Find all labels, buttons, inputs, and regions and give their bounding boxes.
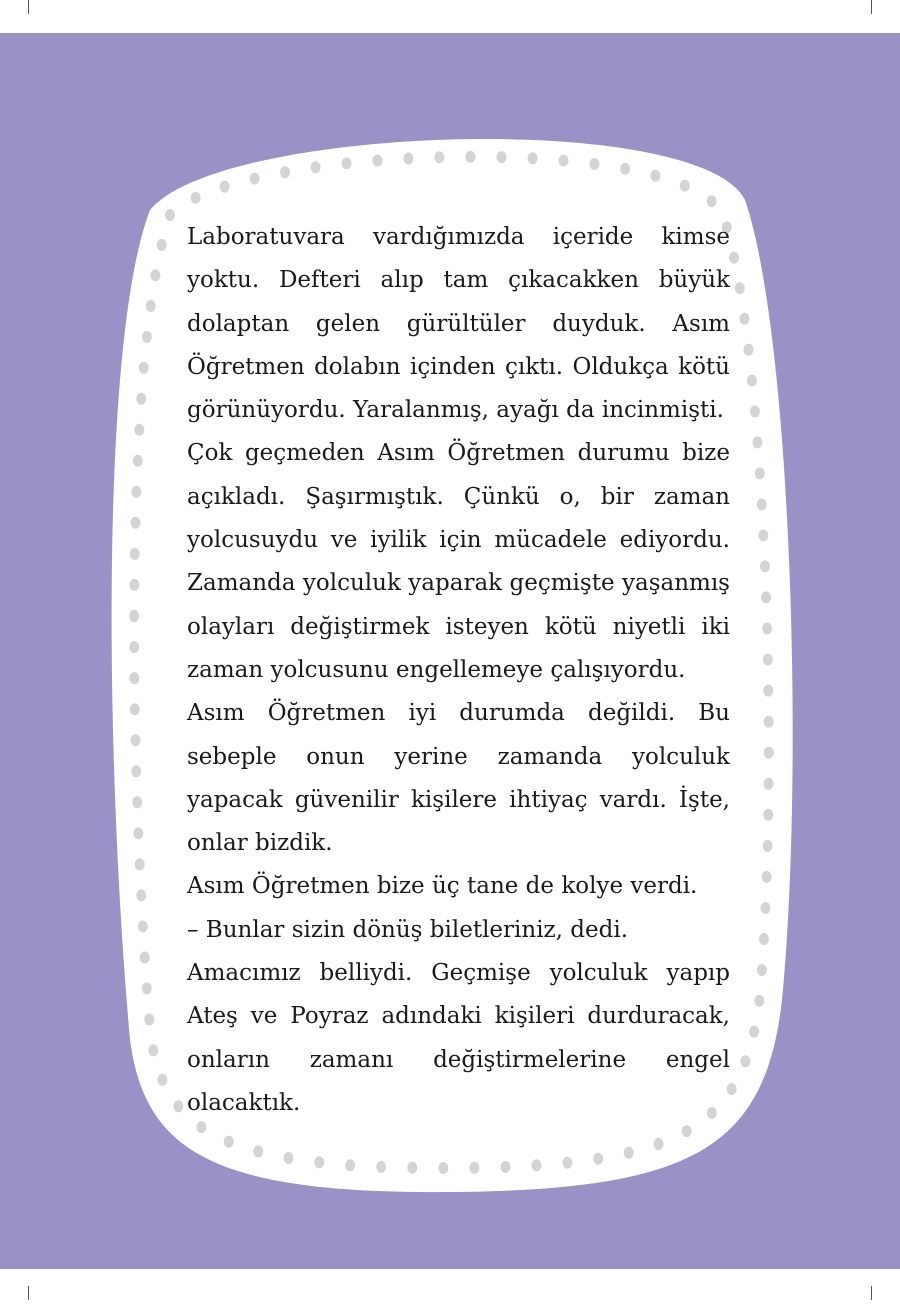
border-dot	[133, 455, 143, 467]
border-dot	[434, 151, 444, 163]
border-dot	[284, 1152, 294, 1164]
border-dot	[761, 902, 771, 914]
crop-mark-bottom-left	[28, 1286, 29, 1300]
border-dot	[762, 623, 772, 635]
border-dot	[134, 424, 144, 436]
border-dot	[144, 1013, 154, 1025]
border-dot	[729, 252, 739, 264]
border-dot	[589, 158, 599, 170]
border-dot	[280, 166, 290, 178]
border-dot	[438, 1162, 448, 1174]
border-dot	[142, 982, 152, 994]
border-dot	[250, 173, 260, 185]
border-dot	[763, 654, 773, 666]
border-dot	[758, 529, 768, 541]
border-dot	[130, 734, 140, 746]
border-dot	[157, 239, 167, 251]
border-dot	[740, 313, 750, 325]
crop-mark-top-right	[871, 0, 872, 14]
border-dot	[754, 995, 764, 1007]
border-dot	[224, 1136, 234, 1148]
border-dot	[372, 155, 382, 167]
border-dot	[750, 405, 760, 417]
border-dot	[740, 1055, 750, 1067]
border-dot	[735, 282, 745, 294]
border-dot	[253, 1145, 263, 1157]
border-dot	[757, 964, 767, 976]
story-text	[187, 216, 730, 1125]
story-paragraph-4: Asım Öğretmen bize üç tane de kolye verdi.	[187, 873, 698, 900]
border-dot	[762, 871, 772, 883]
crop-mark-top-left	[28, 0, 29, 14]
border-dot	[140, 952, 150, 964]
border-dot	[311, 161, 321, 173]
border-dot	[654, 1138, 664, 1150]
border-dot	[130, 703, 140, 715]
border-dot	[135, 858, 145, 870]
border-dot	[148, 1044, 158, 1056]
border-dot	[165, 209, 175, 221]
border-dot	[764, 778, 774, 790]
border-dot	[760, 560, 770, 572]
border-dot	[129, 610, 139, 622]
border-dot	[469, 1162, 479, 1174]
story-paragraph-1: Laboratuvara vardığımızda içeride kimse yoktu. Defteri alıp tam çıkacakken büyük dolaptan gelen gürültüler duyduk. Asım Öğretmen dolabın içinden çıktı. Oldukça kötü görünüyordu. Yaralanmış, ayağı da incinmişti.	[187, 224, 730, 424]
border-dot	[759, 933, 769, 945]
border-dot	[680, 180, 690, 192]
border-dot	[562, 1157, 572, 1169]
border-dot	[763, 685, 773, 697]
border-dot	[314, 1156, 324, 1168]
border-dot	[407, 1162, 417, 1174]
story-paragraph-2: Çok geçmeden Asım Öğretmen durumu bize açıkladı. Şaşırmıştık. Çünkü o, bir zaman yolcusuydu ve iyilik için mücadele ediyordu. Zamanda yolculuk yaparak geçmişte yaşanmış olayları değiştirmek isteyen kötü niyetli iki zaman yolcusunu engellemeye çalışıyordu.	[187, 440, 730, 683]
border-dot	[501, 1161, 511, 1173]
border-dot	[345, 1159, 355, 1171]
border-dot	[593, 1153, 603, 1165]
border-dot	[131, 765, 141, 777]
border-dot	[142, 331, 152, 343]
border-dot	[749, 1026, 759, 1038]
border-dot	[131, 486, 141, 498]
border-dot	[403, 153, 413, 165]
border-dot	[376, 1161, 386, 1173]
border-dot	[132, 796, 142, 808]
border-dot	[129, 672, 139, 684]
border-dot	[138, 920, 148, 932]
border-dot	[650, 170, 660, 182]
border-dot	[342, 157, 352, 169]
story-paragraph-3: Asım Öğretmen iyi durumda değildi. Bu sebeple onun yerine zamanda yolculuk yapacak güvenilir kişilere ihtiyaç vardı. İşte, onlar bizdik.	[187, 700, 730, 857]
border-dot	[150, 269, 160, 281]
border-dot	[764, 716, 774, 728]
border-dot	[157, 1074, 167, 1086]
border-dot	[139, 362, 149, 374]
border-dot	[130, 548, 140, 560]
border-dot	[764, 747, 774, 759]
border-dot	[532, 1159, 542, 1171]
border-dot	[131, 517, 141, 529]
border-dot	[744, 344, 754, 356]
border-dot	[707, 195, 717, 207]
border-dot	[497, 151, 507, 163]
border-dot	[757, 498, 767, 510]
border-dot	[755, 467, 765, 479]
border-dot	[559, 155, 569, 167]
border-dot	[136, 889, 146, 901]
border-dot	[220, 181, 230, 193]
border-dot	[763, 840, 773, 852]
border-dot	[763, 809, 773, 821]
border-dot	[146, 300, 156, 312]
border-dot	[191, 192, 201, 204]
crop-mark-bottom-right	[871, 1286, 872, 1300]
border-dot	[136, 393, 146, 405]
border-dot	[747, 375, 757, 387]
border-dot	[466, 151, 476, 163]
border-dot	[761, 591, 771, 603]
border-dot	[753, 436, 763, 448]
border-dot	[129, 641, 139, 653]
border-dot	[620, 163, 630, 175]
story-paragraph-5: – Bunlar sizin dönüş biletleriniz, dedi.	[187, 916, 629, 943]
story-paragraph-6: Amacımız belliydi. Geçmişe yolculuk yapıp Ateş ve Poyraz adındaki kişileri durduracak, onların zamanı değiştirmelerine engel olacaktık.	[187, 960, 730, 1116]
border-dot	[624, 1147, 634, 1159]
border-dot	[129, 579, 139, 591]
border-dot	[682, 1125, 692, 1137]
border-dot	[173, 1100, 183, 1112]
border-dot	[133, 827, 143, 839]
border-dot	[528, 152, 538, 164]
